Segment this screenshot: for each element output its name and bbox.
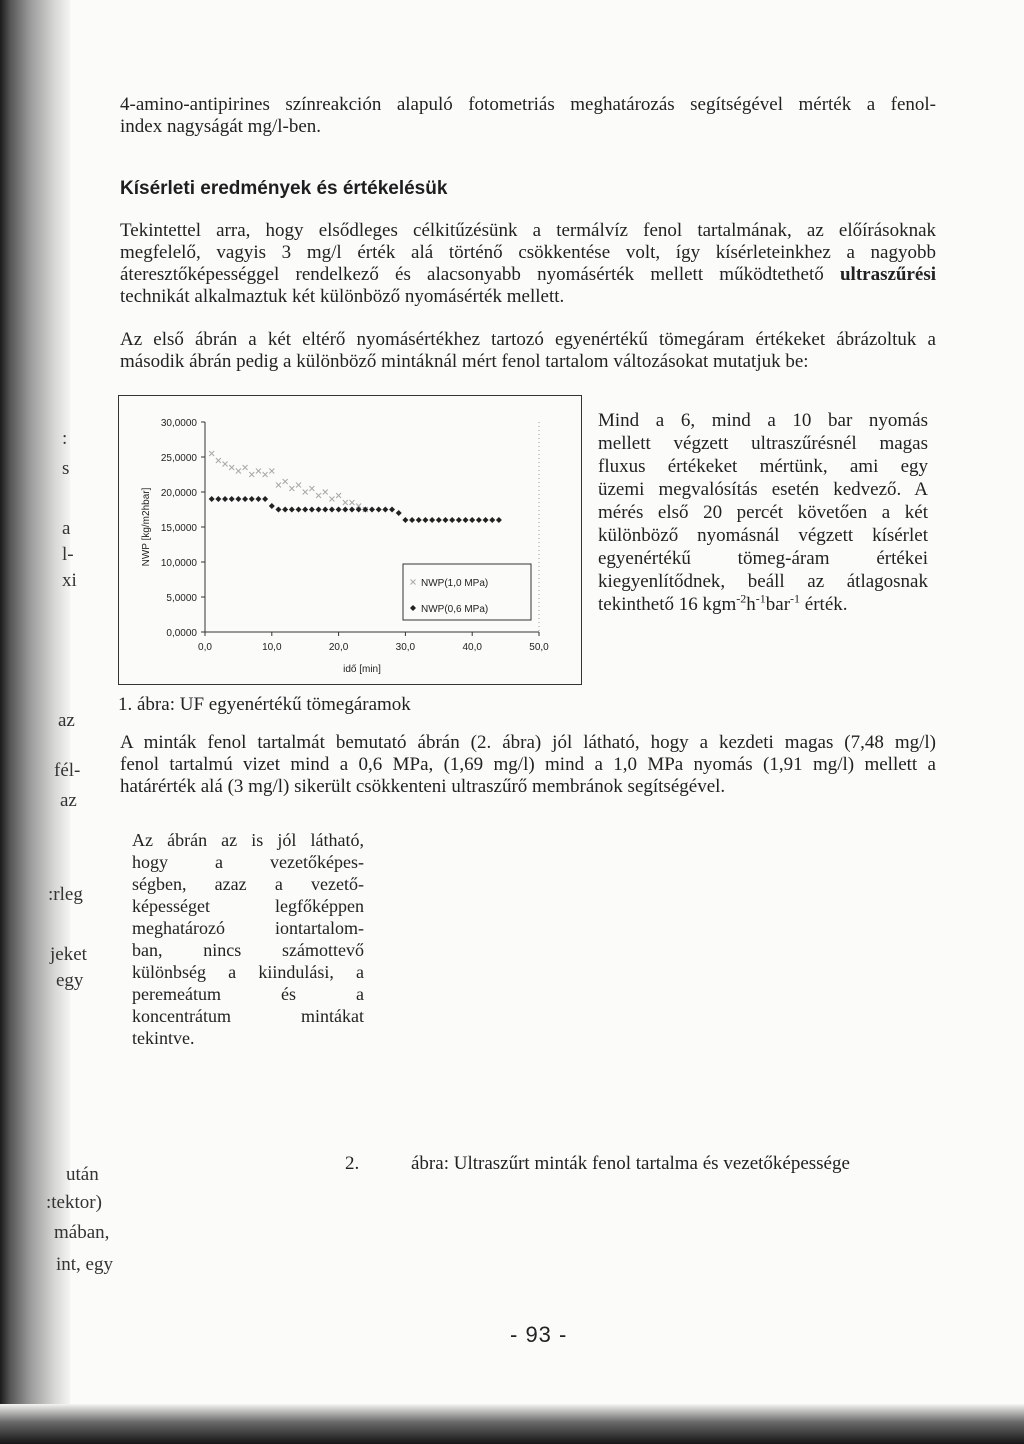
bold-term: ultraszűrési <box>839 264 937 285</box>
nwp-1-0-mpa-point <box>243 465 248 470</box>
paragraph-2 <box>120 329 936 373</box>
nwp-0-6-mpa-point <box>242 496 248 502</box>
x-tick-label: 0,0 <box>198 642 212 653</box>
intro-line: 4-amino-antipirines színreakción alapuló fotometriás meghatározás segítségével mérték a fenol- <box>120 94 936 115</box>
x-tick-label: 50,0 <box>529 642 549 653</box>
nwp-0-6-mpa-point <box>229 496 235 502</box>
nwp-0-6-mpa-point <box>456 517 462 523</box>
exponent: -2 <box>736 591 747 606</box>
text-line: Az ábrán az is jól látható, <box>132 830 364 850</box>
paragraph-1 <box>120 220 936 308</box>
nwp-1-0-mpa-point <box>323 490 328 495</box>
nwp-0-6-mpa-point <box>322 507 328 513</box>
nwp-0-6-mpa-point <box>249 496 255 502</box>
nwp-1-0-mpa-point <box>349 500 354 505</box>
x-tick-label: 40,0 <box>462 642 482 653</box>
text-line: ban, nincs számottevő <box>132 940 364 960</box>
text-line: mellett végzett ultraszűrésnél magas <box>598 433 928 454</box>
intro-paragraph <box>120 94 936 138</box>
nwp-1-0-mpa-point <box>229 465 234 470</box>
nwp-0-6-mpa-point <box>409 517 415 523</box>
nwp-0-6-mpa-point <box>269 503 275 509</box>
x-tick-label: 10,0 <box>262 642 282 653</box>
text-line: képességet legfőképpen <box>132 896 364 916</box>
margin-fragment: mában, <box>54 1222 110 1243</box>
nwp-1-0-mpa-point <box>303 490 308 495</box>
nwp-0-6-mpa-point <box>476 517 482 523</box>
intro-line: index nagyságát mg/l-ben. <box>120 116 322 137</box>
y-tick-label: 25,0000 <box>160 453 197 464</box>
text-line: mérés első 20 percét követően a két <box>598 502 928 523</box>
figure-2-caption <box>345 1153 850 1175</box>
text-line: tekintve. <box>132 1028 195 1048</box>
margin-fragment: int, egy <box>56 1254 113 1275</box>
nwp-0-6-mpa-point <box>469 517 475 523</box>
nwp-1-0-mpa-point <box>316 493 321 498</box>
nwp-0-6-mpa-point <box>222 496 228 502</box>
left-column-text <box>132 829 364 1049</box>
x-tick-label: 20,0 <box>328 642 349 653</box>
nwp-0-6-mpa-point <box>209 496 215 502</box>
text-line: határérték alá (3 mg/l) sikerült csökkenteni ultraszűrő membránok segítségével. <box>120 776 726 797</box>
page-number: - 93 - <box>510 1322 568 1347</box>
margin-fragment: l- <box>62 544 74 565</box>
nwp-0-6-mpa-point <box>496 517 502 523</box>
margin-fragment: az <box>60 790 77 811</box>
nwp-0-6-mpa-point <box>436 517 442 523</box>
nwp-0-6-mpa-point <box>402 517 408 523</box>
text-line: fluxus értékeket mértünk, ami egy <box>598 456 928 477</box>
chart-frame <box>118 395 582 685</box>
y-axis-label: NWP [kg/m2hbar] <box>141 487 152 567</box>
text-line: egyenértékű tömeg-áram értékei <box>598 548 928 569</box>
legend-label: NWP(0,6 MPa) <box>421 604 489 615</box>
x-axis-label: idő [min] <box>343 664 381 675</box>
nwp-1-0-mpa-point <box>263 472 268 477</box>
nwp-0-6-mpa-point <box>336 507 342 513</box>
text-span: bar <box>765 594 791 615</box>
nwp-0-6-mpa-point <box>262 496 268 502</box>
nwp-0-6-mpa-point <box>282 507 288 513</box>
text-line: Mind a 6, mind a 10 bar nyomás <box>598 410 928 431</box>
nwp-0-6-mpa-point <box>289 507 295 513</box>
text-line: Tekintettel arra, hogy elsődleges célkitűzésünk a termálvíz fenol tartalmának, az előírásoknak <box>120 220 936 241</box>
exponent: -1 <box>755 591 766 606</box>
text-span: érték. <box>800 594 848 615</box>
text-line: ségben, azaz a vezető- <box>132 874 364 894</box>
text-line: technikát alkalmaztuk két különböző nyomásérték mellett. <box>120 286 565 307</box>
nwp-0-6-mpa-point <box>235 496 241 502</box>
text-line: különböző nyomásnál végzett kísérlet <box>598 525 928 546</box>
nwp-1-0-mpa-point <box>309 486 314 491</box>
text-line: Az első ábrán a két eltérő nyomásértékhez tartozó egyenértékű tömegáram értékeket ábrázoltuk a <box>120 329 936 350</box>
margin-fragment: :rleg <box>48 884 83 905</box>
nwp-0-6-mpa-point <box>442 517 448 523</box>
nwp-0-6-mpa-point <box>463 517 469 523</box>
margin-fragment: s <box>62 458 70 479</box>
scan-edge-shadow <box>0 1404 1024 1444</box>
margin-fragment: :tektor) <box>46 1192 102 1213</box>
text-line <box>598 593 928 616</box>
nwp-0-6-mpa-point <box>349 507 355 513</box>
right-column-text <box>598 409 928 616</box>
text-line: hogy a vezetőképes- <box>132 852 364 872</box>
nwp-1-0-mpa-point <box>296 483 301 488</box>
margin-fragment: a <box>62 518 71 539</box>
text-line: fenol tartalmú vizet mind a 0,6 MPa, (1,69 mg/l) mind a 1,0 MPa nyomás (1,91 mg/l) mellett a <box>120 754 936 775</box>
nwp-0-6-mpa-point <box>449 517 455 523</box>
nwp-0-6-mpa-point <box>389 507 395 513</box>
nwp-chart <box>119 396 581 684</box>
text-line: megfelelő, vagyis 3 mg/l érték alá történő csökkentése volt, így kísérleteinkhez a nagyobb <box>120 242 936 263</box>
nwp-1-0-mpa-point <box>209 451 214 456</box>
nwp-0-6-mpa-point <box>382 507 388 513</box>
nwp-1-0-mpa-point <box>336 493 341 498</box>
y-tick-label: 15,0000 <box>160 523 197 534</box>
margin-fragment: fél- <box>54 760 81 781</box>
nwp-1-0-mpa-point <box>216 458 221 463</box>
margin-fragment: xi <box>62 570 77 591</box>
nwp-0-6-mpa-point <box>329 507 335 513</box>
nwp-0-6-mpa-point <box>396 510 402 516</box>
x-tick-label: 30,0 <box>395 642 416 653</box>
nwp-0-6-mpa-point <box>422 517 428 523</box>
section-heading: Kísérleti eredmények és értékelésük <box>120 178 448 199</box>
paragraph-3 <box>120 732 936 798</box>
y-tick-label: 5,0000 <box>166 593 197 604</box>
nwp-1-0-mpa-point <box>283 479 288 484</box>
y-tick-label: 30,0000 <box>160 418 197 429</box>
text-line: különbség a kiindulási, a <box>132 962 364 982</box>
nwp-1-0-mpa-point <box>269 469 274 474</box>
nwp-0-6-mpa-point <box>275 507 281 513</box>
margin-fragment: az <box>58 710 75 731</box>
nwp-1-0-mpa-point <box>223 462 228 467</box>
text-line: meghatározó iontartalom- <box>132 918 364 938</box>
text-span: h <box>746 594 756 615</box>
text-line <box>120 264 936 286</box>
y-tick-label: 0,0000 <box>166 628 197 639</box>
nwp-1-0-mpa-point <box>343 500 348 505</box>
nwp-0-6-mpa-point <box>255 496 261 502</box>
margin-fragment: után <box>66 1164 99 1185</box>
figure-number: 2. <box>345 1153 360 1174</box>
nwp-0-6-mpa-point <box>369 507 375 513</box>
figure-1-caption: 1. ábra: UF egyenértékű tömegáramok <box>118 694 411 715</box>
text-span: tekinthető 16 kgm <box>598 594 737 615</box>
nwp-0-6-mpa-point <box>429 517 435 523</box>
nwp-1-0-mpa-point <box>236 469 241 474</box>
y-tick-label: 10,0000 <box>160 558 197 569</box>
margin-fragment: jeket <box>50 944 87 965</box>
text-line: koncentrátum mintákat <box>132 1006 364 1026</box>
nwp-1-0-mpa-point <box>276 483 281 488</box>
margin-fragment: egy <box>56 970 84 991</box>
nwp-0-6-mpa-point <box>342 507 348 513</box>
text-line: A minták fenol tartalmát bemutató ábrán (2. ábra) jól látható, hogy a kezdeti magas (7,48 mg/l) <box>120 732 936 753</box>
nwp-1-0-mpa-point <box>329 497 334 502</box>
y-tick-label: 20,0000 <box>160 488 197 499</box>
nwp-0-6-mpa-point <box>302 507 308 513</box>
nwp-1-0-mpa-point <box>249 472 254 477</box>
nwp-0-6-mpa-point <box>483 517 489 523</box>
legend-label: NWP(1,0 MPa) <box>421 578 489 589</box>
text-line: üzemi megvalósítás esetén kedvező. A <box>598 479 928 500</box>
text-line: kiegyenlítődnek, beáll az átlagosnak <box>598 571 928 592</box>
nwp-0-6-mpa-point <box>316 507 322 513</box>
nwp-0-6-mpa-point <box>416 517 422 523</box>
margin-fragment: : <box>62 428 68 449</box>
nwp-0-6-mpa-point <box>215 496 221 502</box>
caption-text: ábra: Ultraszűrt minták fenol tartalma és vezetőképessége <box>411 1153 850 1174</box>
nwp-0-6-mpa-point <box>309 507 315 513</box>
nwp-0-6-mpa-point <box>489 517 495 523</box>
nwp-0-6-mpa-point <box>376 507 382 513</box>
nwp-0-6-mpa-point <box>296 507 302 513</box>
nwp-1-0-mpa-point <box>256 469 261 474</box>
text-line: második ábrán pedig a különböző mintáknál mért fenol tartalom változásokat mutatjuk be: <box>120 351 809 372</box>
nwp-1-0-mpa-point <box>289 486 294 491</box>
exponent: -1 <box>790 591 801 606</box>
text-line: peremeátum és a <box>132 984 364 1004</box>
text-span: áteresztőképességgel rendelkező és alacsonyabb nyomásérték mellett működtethető <box>120 264 824 285</box>
